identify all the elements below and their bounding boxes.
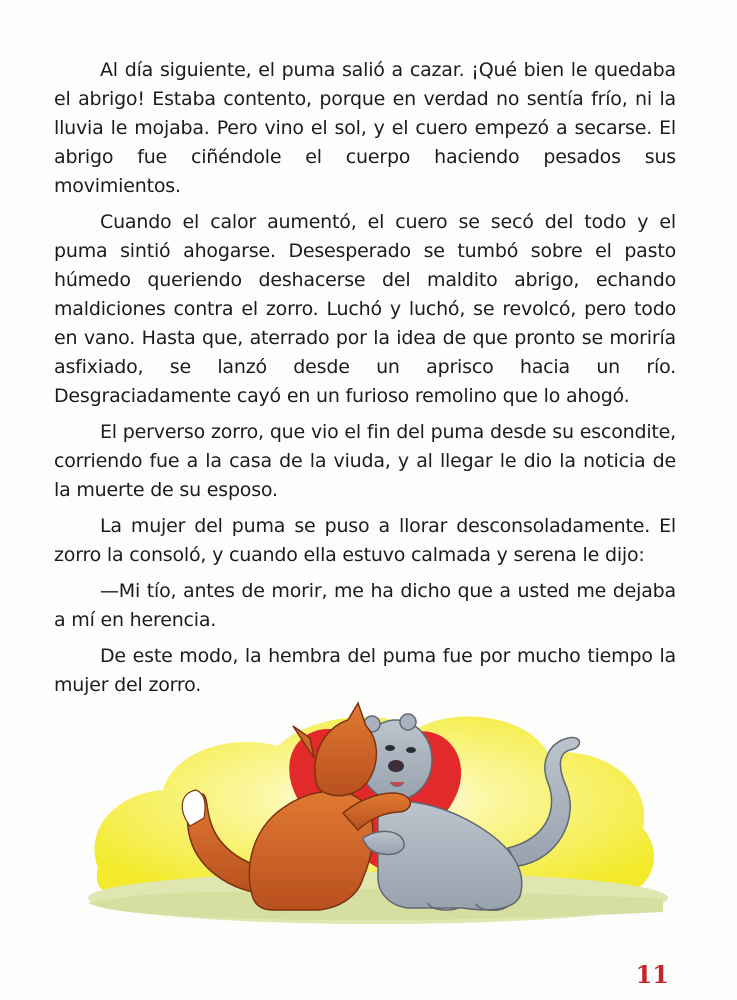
page-number: 11	[635, 960, 669, 989]
paragraph-5: —Mi tío, antes de morir, me ha dicho que a usted me dejaba a mí en herencia.	[54, 580, 676, 631]
paragraph-3: El perverso zorro, que vio el fin del puma desde su escondite, corriendo fue a la casa de la viuda, y al llegar le dio la noticia de la muerte de su esposo.	[54, 421, 676, 501]
paragraph-6: De este modo, la hembra del puma fue por mucho tiempo la mujer del zorro.	[54, 645, 676, 696]
fox-and-puma-illustration	[78, 698, 670, 930]
paragraph-2: Cuando el calor aumentó, el cuero se secó del todo y el puma sintió ahogarse. Desesperado se tumbó sobre el pasto húmedo queriendo deshacerse del maldito abrigo, echando maldiciones contra el zorro. Luchó y luchó, se revolcó, pero todo en vano. Hasta que, aterrado por la idea de que pronto se moriría asfixiado, se lanzó desde un aprisco hacia un río. Desgraciadamente cayó en un furioso remolino que lo ahogó.	[54, 211, 676, 407]
story-text	[54, 56, 676, 707]
paragraph-1: Al día siguiente, el puma salió a cazar. ¡Qué bien le quedaba el abrigo! Estaba contento, porque en verdad no sentía frío, ni la lluvia le mojaba. Pero vino el sol, y el cuero empezó a secarse. El abrigo fue ciñéndole el cuerpo haciendo pesados sus movimientos.	[54, 59, 676, 197]
paragraph-4: La mujer del puma se puso a llorar desconsoladamente. El zorro la consoló, y cuando ella estuvo calmada y serena le dijo:	[54, 515, 676, 566]
